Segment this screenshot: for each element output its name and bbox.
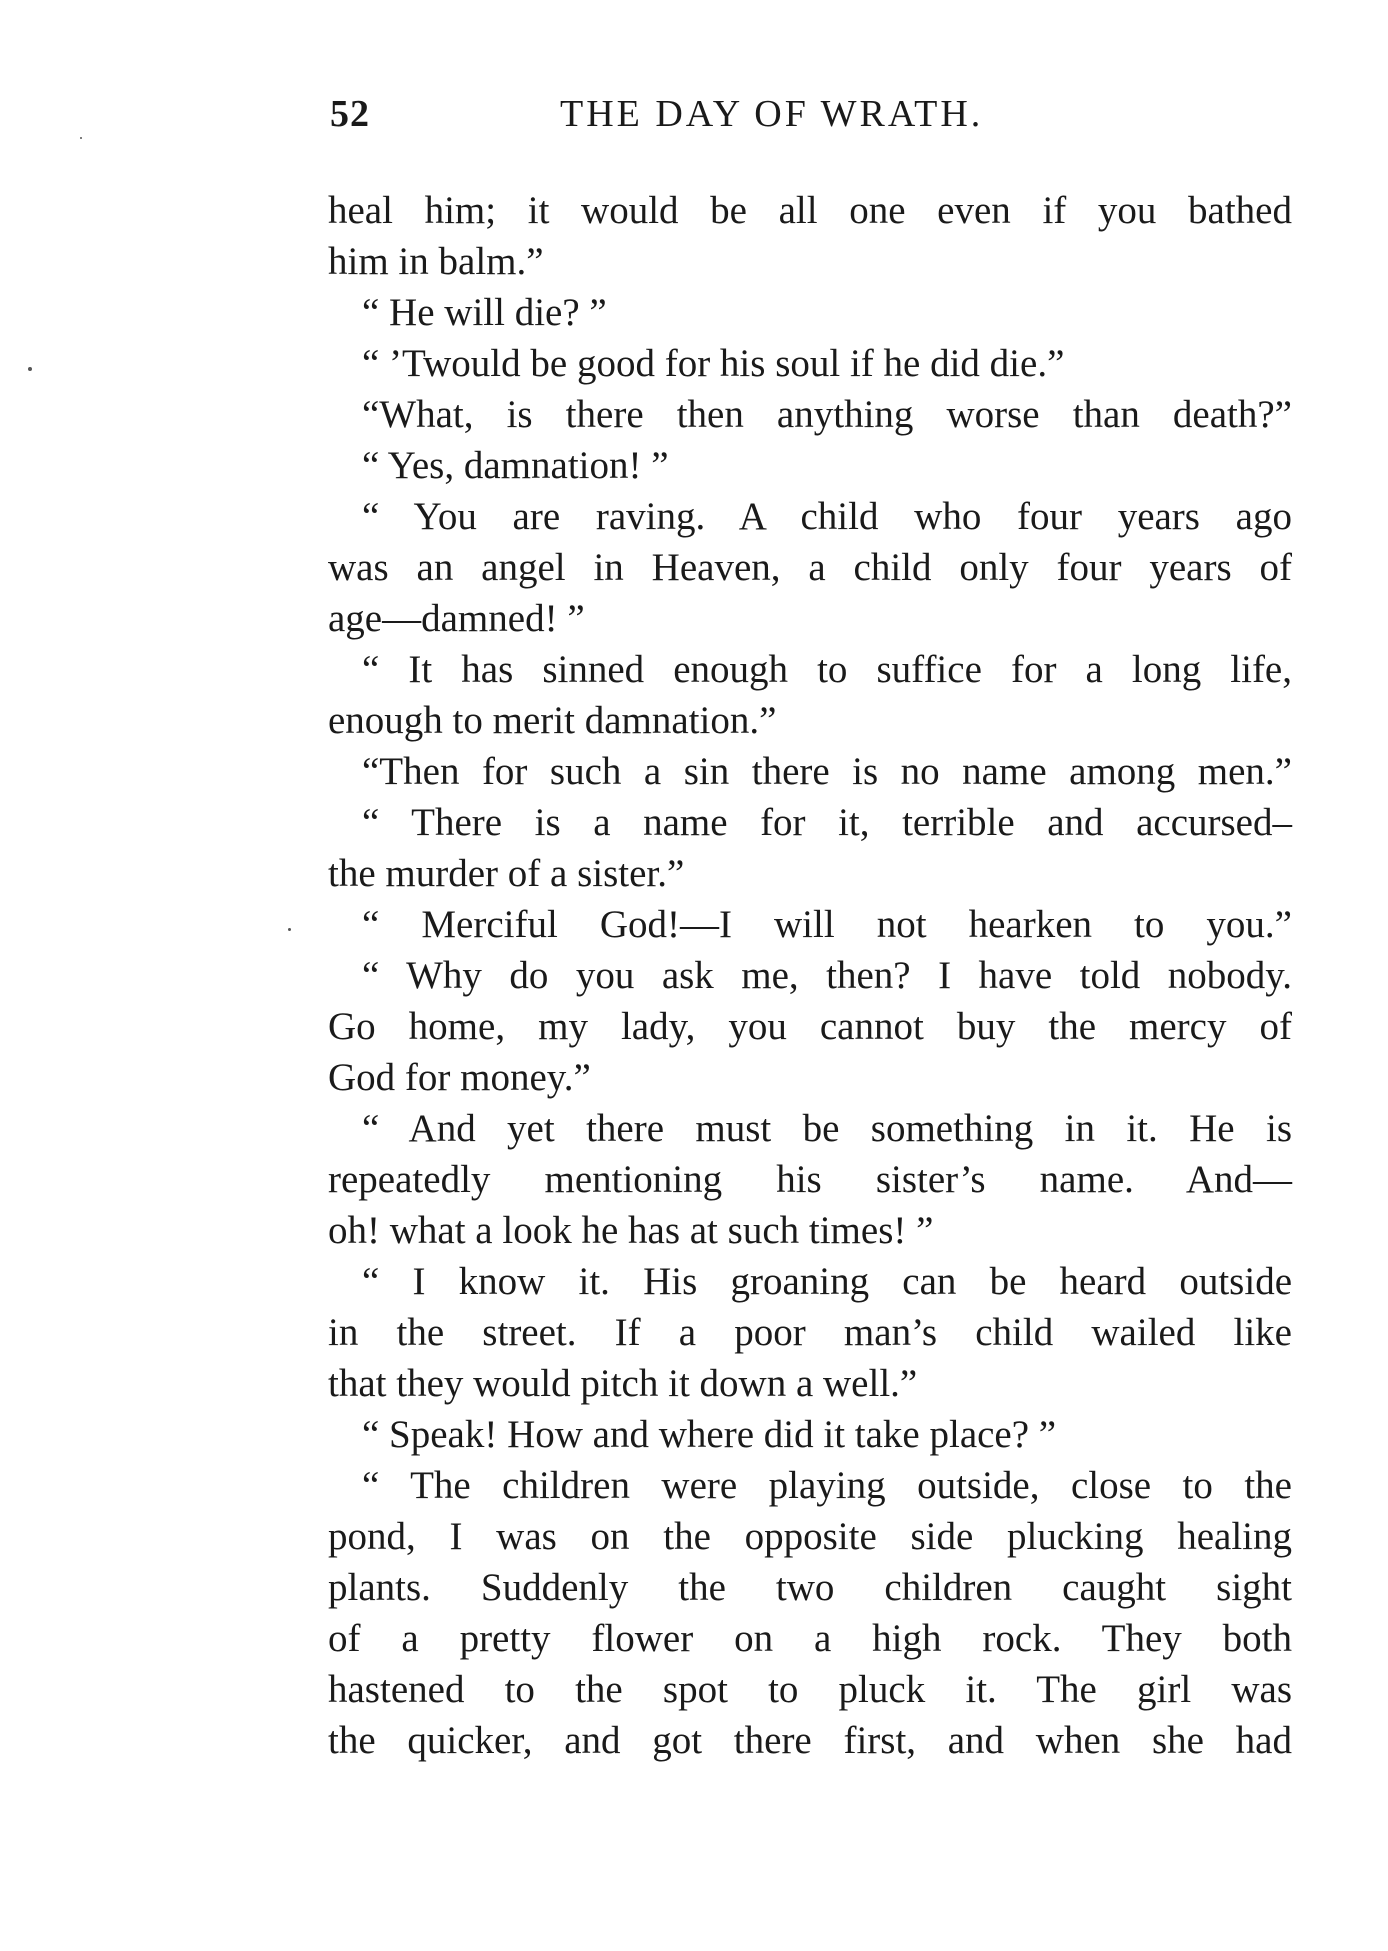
text-line: the murder of a sister.” <box>328 852 685 895</box>
text-line: that they would pitch it down a well.” <box>328 1362 918 1405</box>
scan-speck <box>288 928 291 931</box>
text-line: “ Speak! How and where did it take place? ” <box>362 1413 1057 1456</box>
text-line: “ I know it. His groaning can be heard outside <box>362 1260 1292 1303</box>
text-line: oh! what a look he has at such times! ” <box>328 1209 934 1252</box>
text-line: “ He will die? ” <box>362 291 607 334</box>
scan-speck <box>80 137 82 139</box>
page-header <box>330 92 1290 142</box>
body-text <box>328 185 1292 1766</box>
text-line: “What, is there then anything worse than death?” <box>362 393 1292 436</box>
text-line: the quicker, and got there first, and when she had <box>328 1719 1292 1762</box>
text-line: age—damned! ” <box>328 597 585 640</box>
text-line: “ You are raving. A child who four years ago <box>362 495 1292 538</box>
text-line: heal him; it would be all one even if you bathed <box>328 189 1292 232</box>
text-line: him in balm.” <box>328 240 544 283</box>
running-title: THE DAY OF WRATH. <box>560 93 984 135</box>
page-number: 52 <box>330 93 370 135</box>
text-line: in the street. If a poor man’s child wailed like <box>328 1311 1292 1354</box>
text-line: “ It has sinned enough to suffice for a long life, <box>362 648 1292 691</box>
text-line: “ Merciful God!—I will not hearken to you.” <box>362 903 1292 946</box>
text-line: “ And yet there must be something in it. He is <box>362 1107 1292 1150</box>
text-line: was an angel in Heaven, a child only four years of <box>328 546 1292 589</box>
text-line: enough to merit damnation.” <box>328 699 777 742</box>
text-line: “ ’Twould be good for his soul if he did die.” <box>362 342 1065 385</box>
text-line: “ Why do you ask me, then? I have told nobody. <box>362 954 1292 997</box>
scan-speck <box>28 367 32 371</box>
text-line: “ The children were playing outside, close to the <box>362 1464 1292 1507</box>
text-line: hastened to the spot to pluck it. The girl was <box>328 1668 1292 1711</box>
text-line: God for money.” <box>328 1056 591 1099</box>
text-line: “Then for such a sin there is no name among men.” <box>362 750 1292 793</box>
text-line: Go home, my lady, you cannot buy the mercy of <box>328 1005 1292 1048</box>
text-line: repeatedly mentioning his sister’s name. And— <box>328 1158 1292 1201</box>
text-line: “ There is a name for it, terrible and accursed– <box>362 801 1292 844</box>
text-line: of a pretty flower on a high rock. They both <box>328 1617 1292 1660</box>
text-line: pond, I was on the opposite side plucking healing <box>328 1515 1292 1558</box>
text-line: plants. Suddenly the two children caught sight <box>328 1566 1292 1609</box>
text-line: “ Yes, damnation! ” <box>362 444 669 487</box>
